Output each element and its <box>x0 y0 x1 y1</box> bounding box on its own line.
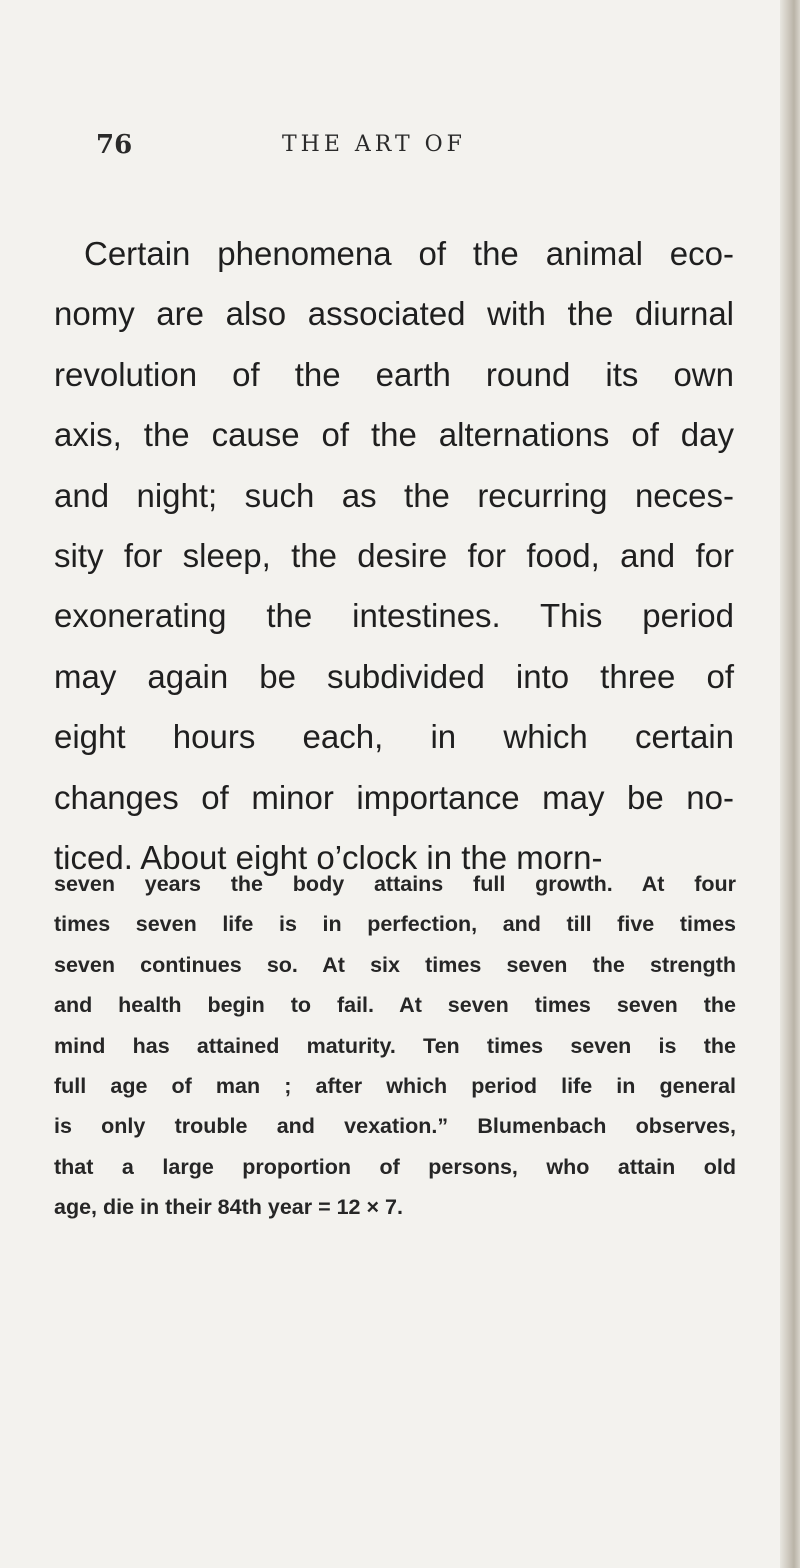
body-line: axis, the cause of the alternations of day <box>54 416 734 454</box>
body-line: sity for sleep, the desire for food, and for <box>54 536 734 574</box>
footnote-line: seven continues so. At six times seven the strength <box>54 952 736 977</box>
footnote-line: mind has attained maturity. Ten times seven is the <box>54 1033 736 1058</box>
footnote-line: seven years the body attains full growth. At four <box>54 872 736 896</box>
footnote-line: and health begin to fail. At seven times seven the <box>54 993 736 1018</box>
page-edge-shadow <box>780 0 800 1568</box>
footnote-line: that a large proportion of persons, who attain old <box>54 1154 736 1179</box>
footnote-line: age, die in their 84th year = 12 × 7. <box>54 1195 403 1220</box>
body-line: revolution of the earth round its own <box>54 355 734 393</box>
footnote <box>54 864 736 1228</box>
footnote-line: full age of man ; after which period life in general <box>54 1073 736 1098</box>
page-number: 76 <box>96 130 133 160</box>
main-paragraph <box>54 224 734 888</box>
footnote-line: is only trouble and vexation.” Blumenbach observes, <box>54 1114 736 1139</box>
body-line: may again be subdivided into three of <box>54 657 734 695</box>
running-head <box>96 130 756 170</box>
running-title: THE ART OF <box>282 132 466 157</box>
body-line: Certain phenomena of the animal eco- <box>84 235 734 272</box>
body-line: nomy are also associated with the diurnal <box>54 295 734 333</box>
footnote-line: times seven life is in perfection, and till five times <box>54 912 736 937</box>
body-line: changes of minor importance may be no- <box>54 778 734 816</box>
body-line: exonerating the intestines. This period <box>54 597 734 635</box>
body-line: eight hours each, in which certain <box>54 718 734 756</box>
body-line: and night; such as the recurring neces- <box>54 476 734 514</box>
body-line: ticed. About eight o’clock in the morn- <box>54 838 603 876</box>
